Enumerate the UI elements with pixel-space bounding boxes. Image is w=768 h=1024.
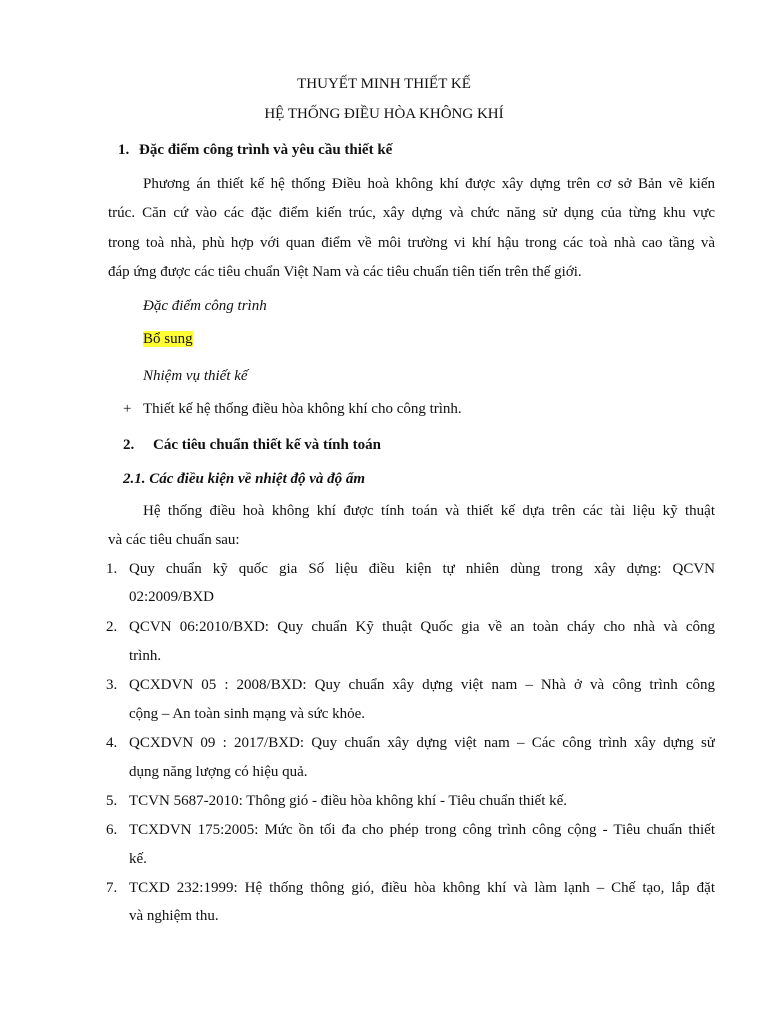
highlighted-note [143, 329, 193, 349]
section-1-paragraph-line-3: trong toà nhà, phù hợp với quan điểm về môi trường vi khí hậu trong các toà nhà cao tầng và [108, 235, 715, 251]
bullet-mark: + [123, 401, 132, 417]
list-item-number: 7. [106, 880, 118, 896]
list-item-line-1: TCXDVN 175:2005: Mức ồn tối đa cho phép trong công trình công cộng - Tiêu chuẩn thiết [129, 822, 715, 838]
list-item-number: 4. [106, 735, 118, 751]
section-1-paragraph-line-1: Phương án thiết kế hệ thống Điều hoà không khí được xây dựng trên cơ sở Bản vẽ kiến [143, 176, 715, 192]
list-item-line-1: QCVN 06:2010/BXD: Quy chuẩn Kỹ thuật Quốc gia về an toàn cháy cho nhà và công [129, 619, 715, 635]
list-item-line-2: trình. [129, 648, 162, 664]
list-item-line-2: kế. [129, 851, 147, 867]
list-item-line-1: QCXDVN 09 : 2017/BXD: Quy chuẩn xây dựng việt nam – Các công trình xây dựng sử [129, 735, 715, 751]
subheading-project-features: Đặc điểm công trình [143, 298, 267, 314]
section-1-paragraph-line-2: trúc. Căn cứ vào các đặc điểm kiến trúc, xây dựng và chức năng sử dụng của từng khu vực [108, 205, 715, 221]
list-item-line-2: và nghiệm thu. [129, 908, 219, 924]
title-line-1: THUYẾT MINH THIẾT KẾ [297, 76, 471, 92]
highlight-text: Bổ sung [143, 331, 193, 347]
list-item-line-2: dụng năng lượng có hiệu quả. [129, 764, 308, 780]
section-2-number: 2. [123, 437, 135, 453]
section-2-heading: Các tiêu chuẩn thiết kế và tính toán [153, 437, 381, 453]
list-item-number: 3. [106, 677, 118, 693]
list-item-number: 2. [106, 619, 118, 635]
list-item-number: 6. [106, 822, 118, 838]
list-item-line-1: TCVN 5687-2010: Thông gió - điều hòa không khí - Tiêu chuẩn thiết kế. [129, 793, 568, 809]
section-2-intro-line-2: và các tiêu chuẩn sau: [108, 532, 240, 548]
list-item-line-2: cộng – An toàn sinh mạng và sức khỏe. [129, 706, 366, 722]
section-2-intro-line-1: Hệ thống điều hoà không khí được tính toán và thiết kế dựa trên các tài liệu kỹ thuật [143, 503, 715, 519]
section-1-paragraph-line-4: đáp ứng được các tiêu chuẩn Việt Nam và các tiêu chuẩn tiên tiến trên thế giới. [108, 264, 582, 280]
title-line-2: HỆ THỐNG ĐIỀU HÒA KHÔNG KHÍ [264, 106, 504, 122]
list-item-number: 1. [106, 561, 118, 577]
list-item-line-1: TCXD 232:1999: Hệ thống thông gió, điều hòa không khí và làm lạnh – Chế tạo, lắp đặt [129, 880, 715, 896]
section-2-1-heading: 2.1. Các điều kiện về nhiệt độ và độ ẩm [123, 471, 366, 487]
subheading-design-tasks: Nhiệm vụ thiết kế [143, 368, 248, 384]
bullet-text: Thiết kế hệ thống điều hòa không khí cho công trình. [143, 401, 462, 417]
list-item-number: 5. [106, 793, 118, 809]
section-1-heading: Đặc điểm công trình và yêu cầu thiết kế [139, 142, 393, 158]
list-item-line-2: 02:2009/BXD [129, 589, 215, 605]
list-item-line-1: Quy chuẩn kỹ quốc gia Số liệu điều kiện tự nhiên dùng trong xây dựng: QCVN [129, 561, 715, 577]
section-1-number: 1. [118, 142, 130, 158]
list-item-line-1: QCXDVN 05 : 2008/BXD: Quy chuẩn xây dựng việt nam – Nhà ở và công trình công [129, 677, 715, 693]
